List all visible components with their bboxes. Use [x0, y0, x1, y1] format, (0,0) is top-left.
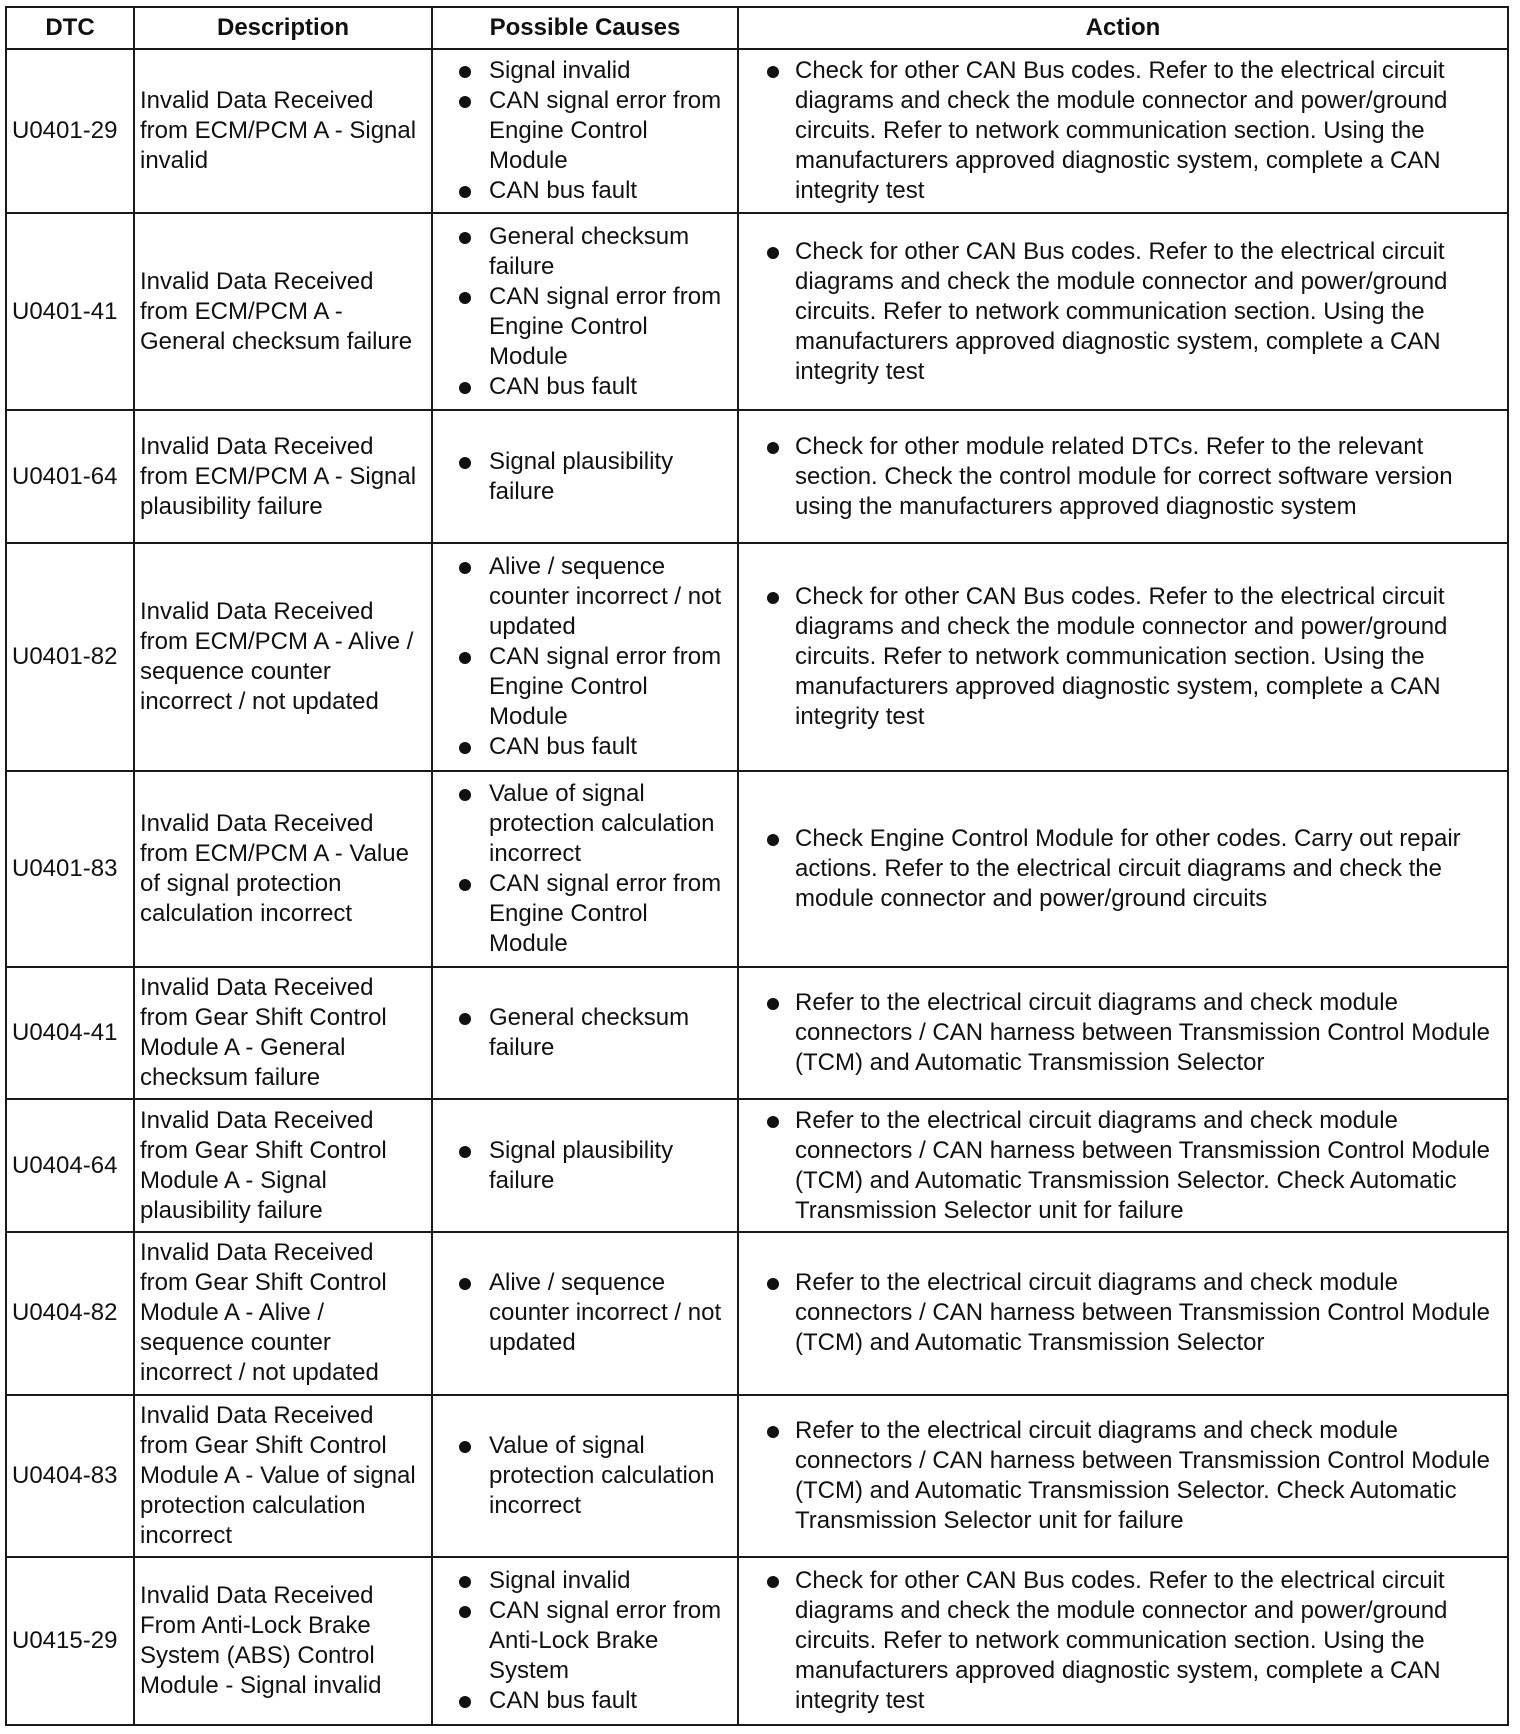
table-row: [6, 410, 1508, 542]
dtc-code: U0401-64: [6, 410, 134, 542]
action-item: Refer to the electrical circuit diagrams and check module connectors / CAN harness between Transmission Control Module (TCM) and Automatic Transmission Selector. Check Automatic Transmission Selector unit for failure: [759, 1416, 1499, 1536]
cause-item: CAN bus fault: [451, 372, 733, 402]
action-item: Check for other module related DTCs. Refer to the relevant section. Check the control module for correct software version using the manufacturers approved diagnostic system: [759, 432, 1499, 522]
action-item: Check for other CAN Bus codes. Refer to the electrical circuit diagrams and check the module connector and power/ground circuits. Refer to network communication section. Using the manufacturers approved diagnostic system, complete a CAN integrity test: [759, 582, 1499, 732]
dtc-code: U0404-64: [6, 1099, 134, 1232]
action-list: [759, 237, 1499, 387]
dtc-description: Invalid Data Received from Gear Shift Control Module A - Value of signal protection calculation incorrect: [134, 1395, 432, 1557]
action-item: Check for other CAN Bus codes. Refer to the electrical circuit diagrams and check the module connector and power/ground circuits. Refer to network communication section. Using the manufacturers approved diagnostic system, complete a CAN integrity test: [759, 237, 1499, 387]
cause-item: Alive / sequence counter incorrect / not updated: [451, 1268, 733, 1358]
cause-item: CAN bus fault: [451, 176, 733, 206]
table-row: [6, 49, 1508, 213]
table-row: [6, 213, 1508, 410]
action-list: [759, 1268, 1499, 1358]
causes-list: [451, 1268, 733, 1358]
cause-item: Value of signal protection calculation incorrect: [451, 779, 733, 869]
possible-causes-cell: [432, 1232, 738, 1394]
action-cell: [738, 213, 1508, 410]
dtc-code: U0404-41: [6, 967, 134, 1099]
action-list: [759, 988, 1499, 1078]
dtc-description: Invalid Data Received from ECM/PCM A - General checksum failure: [134, 213, 432, 410]
action-cell: [738, 967, 1508, 1099]
cause-item: CAN bus fault: [451, 1686, 733, 1716]
action-item: Refer to the electrical circuit diagrams and check module connectors / CAN harness between Transmission Control Module (TCM) and Automatic Transmission Selector: [759, 1268, 1499, 1358]
cause-item: CAN signal error from Engine Control Module: [451, 282, 733, 372]
cause-item: Signal plausibility failure: [451, 447, 733, 507]
cause-item: General checksum failure: [451, 222, 733, 282]
dtc-code: U0401-29: [6, 49, 134, 213]
action-item: Refer to the electrical circuit diagrams and check module connectors / CAN harness between Transmission Control Module (TCM) and Automatic Transmission Selector: [759, 988, 1499, 1078]
table-row: [6, 1099, 1508, 1232]
header-possible-causes: Possible Causes: [432, 7, 738, 49]
cause-item: General checksum failure: [451, 1003, 733, 1063]
dtc-code: U0415-29: [6, 1557, 134, 1725]
action-cell: [738, 543, 1508, 771]
possible-causes-cell: [432, 1557, 738, 1725]
cause-item: Signal invalid: [451, 56, 733, 86]
header-description: Description: [134, 7, 432, 49]
action-list: [759, 1106, 1499, 1226]
dtc-description: Invalid Data Received from ECM/PCM A - Signal plausibility failure: [134, 410, 432, 542]
action-list: [759, 56, 1499, 206]
causes-list: [451, 1431, 733, 1521]
possible-causes-cell: [432, 967, 738, 1099]
action-cell: [738, 771, 1508, 967]
dtc-code: U0404-83: [6, 1395, 134, 1557]
dtc-code: U0404-82: [6, 1232, 134, 1394]
possible-causes-cell: [432, 49, 738, 213]
cause-item: Signal plausibility failure: [451, 1136, 733, 1196]
dtc-description: Invalid Data Received from ECM/PCM A - Alive / sequence counter incorrect / not updated: [134, 543, 432, 771]
causes-list: [451, 779, 733, 959]
cause-item: CAN signal error from Anti-Lock Brake System: [451, 1596, 733, 1686]
cause-item: Value of signal protection calculation incorrect: [451, 1431, 733, 1521]
dtc-table: [5, 6, 1509, 1726]
causes-list: [451, 222, 733, 402]
header-dtc: DTC: [6, 7, 134, 49]
cause-item: CAN signal error from Engine Control Module: [451, 86, 733, 176]
action-cell: [738, 1395, 1508, 1557]
possible-causes-cell: [432, 1395, 738, 1557]
causes-list: [451, 1003, 733, 1063]
action-list: [759, 1566, 1499, 1716]
table-row: [6, 967, 1508, 1099]
table-header-row: [6, 7, 1508, 49]
possible-causes-cell: [432, 771, 738, 967]
dtc-description: Invalid Data Received from Gear Shift Control Module A - Alive / sequence counter incorrect / not updated: [134, 1232, 432, 1394]
possible-causes-cell: [432, 213, 738, 410]
causes-list: [451, 1136, 733, 1196]
causes-list: [451, 56, 733, 206]
causes-list: [451, 552, 733, 762]
dtc-description: Invalid Data Received from ECM/PCM A - Value of signal protection calculation incorrect: [134, 771, 432, 967]
table-row: [6, 1395, 1508, 1557]
cause-item: CAN signal error from Engine Control Module: [451, 869, 733, 959]
cause-item: CAN signal error from Engine Control Module: [451, 642, 733, 732]
action-cell: [738, 1099, 1508, 1232]
dtc-code: U0401-82: [6, 543, 134, 771]
action-list: [759, 582, 1499, 732]
header-action: Action: [738, 7, 1508, 49]
possible-causes-cell: [432, 410, 738, 542]
action-list: [759, 824, 1499, 914]
action-item: Check for other CAN Bus codes. Refer to the electrical circuit diagrams and check the module connector and power/ground circuits. Refer to network communication section. Using the manufacturers approved diagnostic system, complete a CAN integrity test: [759, 56, 1499, 206]
possible-causes-cell: [432, 1099, 738, 1232]
action-item: Check Engine Control Module for other codes. Carry out repair actions. Refer to the electrical circuit diagrams and check the module connector and power/ground circuits: [759, 824, 1499, 914]
cause-item: CAN bus fault: [451, 732, 733, 762]
action-list: [759, 432, 1499, 522]
action-cell: [738, 49, 1508, 213]
action-cell: [738, 1232, 1508, 1394]
action-cell: [738, 410, 1508, 542]
dtc-description: Invalid Data Received from ECM/PCM A - Signal invalid: [134, 49, 432, 213]
dtc-code: U0401-83: [6, 771, 134, 967]
table-row: [6, 1232, 1508, 1394]
action-item: Refer to the electrical circuit diagrams and check module connectors / CAN harness between Transmission Control Module (TCM) and Automatic Transmission Selector. Check Automatic Transmission Selector unit for failure: [759, 1106, 1499, 1226]
table-row: [6, 1557, 1508, 1725]
dtc-description: Invalid Data Received from Gear Shift Control Module A - Signal plausibility failure: [134, 1099, 432, 1232]
possible-causes-cell: [432, 543, 738, 771]
causes-list: [451, 447, 733, 507]
action-list: [759, 1416, 1499, 1536]
table-row: [6, 543, 1508, 771]
dtc-code: U0401-41: [6, 213, 134, 410]
table-row: [6, 771, 1508, 967]
causes-list: [451, 1566, 733, 1716]
dtc-description: Invalid Data Received From Anti-Lock Brake System (ABS) Control Module - Signal invalid: [134, 1557, 432, 1725]
action-cell: [738, 1557, 1508, 1725]
dtc-description: Invalid Data Received from Gear Shift Control Module A - General checksum failure: [134, 967, 432, 1099]
action-item: Check for other CAN Bus codes. Refer to the electrical circuit diagrams and check the module connector and power/ground circuits. Refer to network communication section. Using the manufacturers approved diagnostic system, complete a CAN integrity test: [759, 1566, 1499, 1716]
cause-item: Alive / sequence counter incorrect / not updated: [451, 552, 733, 642]
cause-item: Signal invalid: [451, 1566, 733, 1596]
